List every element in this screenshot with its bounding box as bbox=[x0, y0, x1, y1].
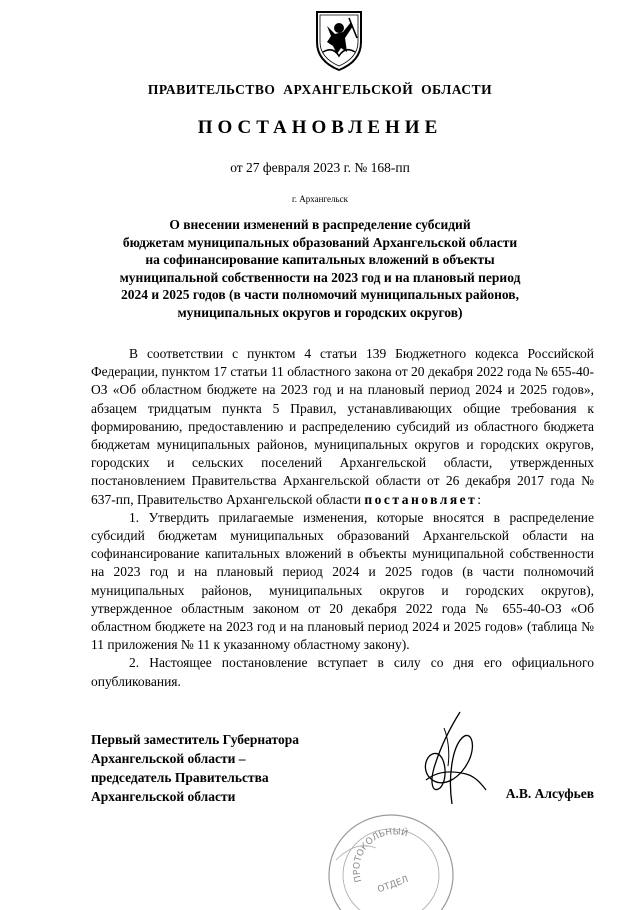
svg-text:ОТДЕЛ: ОТДЕЛ bbox=[376, 874, 410, 896]
signatory-title bbox=[91, 730, 371, 806]
svg-text:ПРОТОКОЛЬНЫЙ: ПРОТОКОЛЬНЫЙ bbox=[352, 827, 409, 884]
resolves-colon: : bbox=[477, 491, 482, 507]
organization-name: ПРАВИТЕЛЬСТВО АРХАНГЕЛЬСКОЙ ОБЛАСТИ bbox=[147, 82, 493, 97]
date-number-line: от 27 февраля 2023 г. № 168-пп bbox=[230, 160, 410, 175]
subject-line: муниципальных округов и городских округов) bbox=[177, 304, 463, 320]
signatory-title-line: Архангельской области – bbox=[91, 751, 246, 766]
subject-line: на софинансирование капитальных вложений в объекты bbox=[145, 252, 495, 267]
item-2-paragraph: 2. Настоящее постановление вступает в силу со дня его официального опубликования. bbox=[91, 655, 594, 689]
subject-line: бюджетам муниципальных образований Архангельской области bbox=[122, 234, 518, 250]
protocol-department-stamp bbox=[316, 800, 466, 910]
document-subject bbox=[110, 216, 530, 321]
preamble-paragraph bbox=[91, 345, 594, 509]
coat-of-arms-emblem bbox=[313, 8, 365, 72]
document-body bbox=[91, 345, 594, 691]
document-type: ПОСТАНОВЛЕНИЕ bbox=[197, 117, 443, 138]
signatory-name: А.В. Алсуфьев bbox=[505, 786, 594, 801]
subject-line: муниципальной собственности на 2023 год и на плановый период bbox=[119, 269, 521, 285]
subject-line: О внесении изменений в распределение субсидий bbox=[169, 217, 471, 232]
city-name: г. Архангельск bbox=[292, 194, 348, 204]
subject-line: 2024 и 2025 годов (в части полномочий муниципальных районов, bbox=[121, 287, 519, 302]
signatory-title-line: Архангельской области bbox=[91, 789, 236, 804]
preamble-text: В соответствии с пунктом 4 статьи 139 Бюджетного кодекса Российской Федерации, пунктом 17 статьи 11 областного закона от 20 декабря 2022 года № 655-40-ОЗ «Об областном бюджете на 2023 год и на плановый период 2024 и 2025 годов», абзацем тридцатым пункта 5 Правил, устанавливающих общие требования к формированию, предоставлению и распределению субсидий из областного бюджета бюджетам муниципальных районов, муниципальных округов и городских округов, городских и сельских поселений Архангельской области, утвержденных постановлением Правительства Архангельской области от 26 декабря 2017 года № 637-пп, Правительство Архангельской области bbox=[91, 346, 594, 507]
resolves-word: постановляет bbox=[364, 491, 478, 507]
signatory-title-line: Первый заместитель Губернатора bbox=[91, 732, 299, 747]
item-1-paragraph: 1. Утвердить прилагаемые изменения, которые вносятся в распределение субсидий бюджетам муниципальных образований Архангельской области на софинансирование капитальных вложений в объекты муниципальной собственности на 2023 год и на плановый период 2024 и 2025 годов (в части полномочий муниципальных районов, муниципальных округов и городских округов), утвержденное областным законом от 20 декабря 2022 года № 655-40-ОЗ «Об областном бюджете на 2023 год и на плановый период 2024 и 2025 годов» (таблица № 11 приложения № 11 к указанному областному закону). bbox=[91, 509, 594, 653]
signatory-title-line: председатель Правительства bbox=[91, 770, 269, 785]
